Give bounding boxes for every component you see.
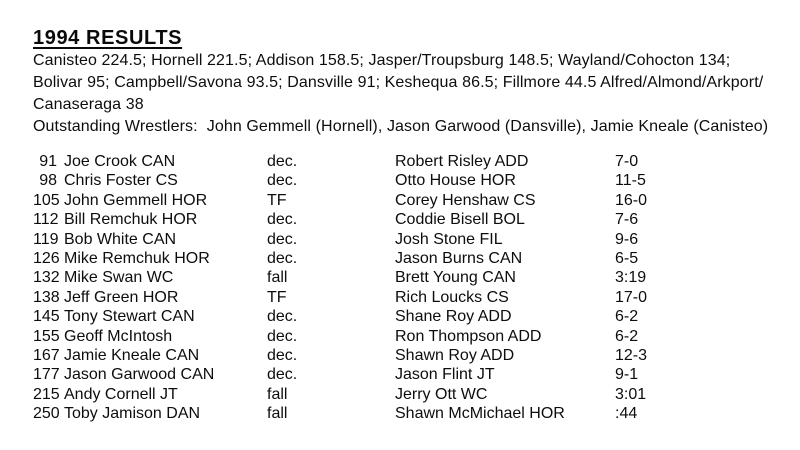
- team-scores-line-1: Canisteo 224.5; Hornell 221.5; Addison 158.5; Jasper/Troupsburg 148.5; Wayland/Cohocton 134;: [33, 52, 731, 69]
- team-scores-line-2: Bolivar 95; Campbell/Savona 93.5; Dansville 91; Keshequa 86.5; Fillmore 44.5 Alfred/Almond/Arkport/: [33, 74, 764, 91]
- weight-class: 132: [33, 269, 60, 287]
- final-score: :44: [615, 405, 638, 423]
- table-row: [33, 307, 782, 326]
- table-row: [33, 268, 782, 287]
- weight-class: 250: [33, 405, 60, 423]
- opponent-name: Shawn McMichael HOR: [395, 405, 565, 423]
- winner-name: Bob White CAN: [64, 230, 177, 248]
- table-row: [33, 230, 782, 249]
- final-score: 9-1: [615, 366, 639, 384]
- outstanding-wrestlers-line: Outstanding Wrestlers: John Gemmell (Hornell), Jason Garwood (Dansville), Jamie Kneale (Canisteo): [33, 118, 769, 135]
- result-method: dec.: [267, 327, 298, 345]
- result-method: dec.: [267, 250, 298, 268]
- weight-class: 112: [33, 211, 59, 229]
- table-row: [33, 327, 782, 346]
- weight-class: 155: [33, 327, 60, 345]
- team-scores-summary: [33, 50, 782, 138]
- opponent-name: Robert Risley ADD: [395, 153, 529, 170]
- opponent-name: Brett Young CAN: [395, 269, 516, 287]
- winner-name: Jamie Kneale CAN: [64, 347, 200, 365]
- result-method: dec.: [267, 211, 298, 229]
- opponent-name: Rich Loucks CS: [395, 288, 509, 306]
- table-row: [33, 210, 782, 229]
- final-score: 16-0: [615, 191, 648, 209]
- result-method: fall: [267, 269, 288, 287]
- table-row: [33, 152, 782, 171]
- opponent-name: Jason Burns CAN: [395, 250, 523, 268]
- opponent-name: Shane Roy ADD: [395, 308, 512, 326]
- result-method: fall: [267, 405, 288, 423]
- winner-name: John Gemmell HOR: [64, 191, 208, 209]
- winner-name: Tony Stewart CAN: [64, 308, 195, 326]
- opponent-name: Otto House HOR: [395, 172, 516, 190]
- table-row: [33, 404, 782, 423]
- result-method: dec.: [267, 172, 298, 190]
- final-score: 6-2: [615, 308, 639, 326]
- final-score: 6-5: [615, 250, 639, 268]
- final-score: 3:19: [615, 269, 647, 287]
- opponent-name: Ron Thompson ADD: [395, 327, 542, 345]
- table-row: [33, 191, 782, 210]
- table-row: [33, 385, 782, 404]
- weight-class: 145: [33, 308, 60, 326]
- final-score: 17-0: [615, 288, 648, 306]
- weight-class: 138: [33, 288, 60, 306]
- table-row: [33, 171, 782, 190]
- winner-name: Toby Jamison DAN: [64, 405, 201, 423]
- table-row: [33, 346, 782, 365]
- opponent-name: Josh Stone FIL: [395, 230, 503, 248]
- winner-name: Jeff Green HOR: [64, 288, 179, 306]
- table-row: [33, 365, 782, 384]
- result-method: dec.: [267, 366, 298, 384]
- table-row: [33, 288, 782, 307]
- opponent-name: Corey Henshaw CS: [395, 191, 536, 209]
- final-score: 7-0: [615, 153, 639, 170]
- team-scores-line-3: Canaseraga 38: [33, 96, 144, 113]
- final-score: 12-3: [615, 347, 648, 365]
- winner-name: Mike Remchuk HOR: [64, 250, 210, 268]
- winner-name: Geoff McIntosh: [64, 327, 173, 345]
- weight-class: 91: [39, 153, 57, 170]
- weight-class: 177: [33, 366, 60, 384]
- result-method: dec.: [267, 230, 298, 248]
- opponent-name: Jason Flint JT: [395, 366, 495, 384]
- weight-class: 105: [33, 191, 60, 209]
- winner-name: Joe Crook CAN: [64, 153, 176, 170]
- results-table: [33, 152, 782, 424]
- weight-class: 126: [33, 250, 60, 268]
- page-title: 1994 RESULTS: [33, 27, 183, 49]
- winner-name: Chris Foster CS: [64, 172, 178, 190]
- weight-class: 98: [39, 172, 57, 190]
- final-score: 11-5: [615, 172, 646, 190]
- weight-class: 167: [33, 347, 60, 365]
- result-method: TF: [267, 191, 287, 209]
- final-score: 3:01: [615, 385, 647, 403]
- result-method: dec.: [267, 153, 298, 170]
- result-method: dec.: [267, 308, 298, 326]
- final-score: 7-6: [615, 211, 639, 229]
- final-score: 9-6: [615, 230, 639, 248]
- table-row: [33, 249, 782, 268]
- final-score: 6-2: [615, 327, 639, 345]
- winner-name: Andy Cornell JT: [64, 385, 178, 403]
- winner-name: Jason Garwood CAN: [64, 366, 215, 384]
- opponent-name: Jerry Ott WC: [395, 385, 488, 403]
- opponent-name: Shawn Roy ADD: [395, 347, 515, 365]
- result-method: fall: [267, 385, 288, 403]
- winner-name: Bill Remchuk HOR: [64, 211, 198, 229]
- weight-class: 119: [33, 230, 59, 248]
- result-method: dec.: [267, 347, 298, 365]
- result-method: TF: [267, 288, 287, 306]
- weight-class: 215: [33, 385, 60, 403]
- winner-name: Mike Swan WC: [64, 269, 174, 287]
- opponent-name: Coddie Bisell BOL: [395, 211, 525, 229]
